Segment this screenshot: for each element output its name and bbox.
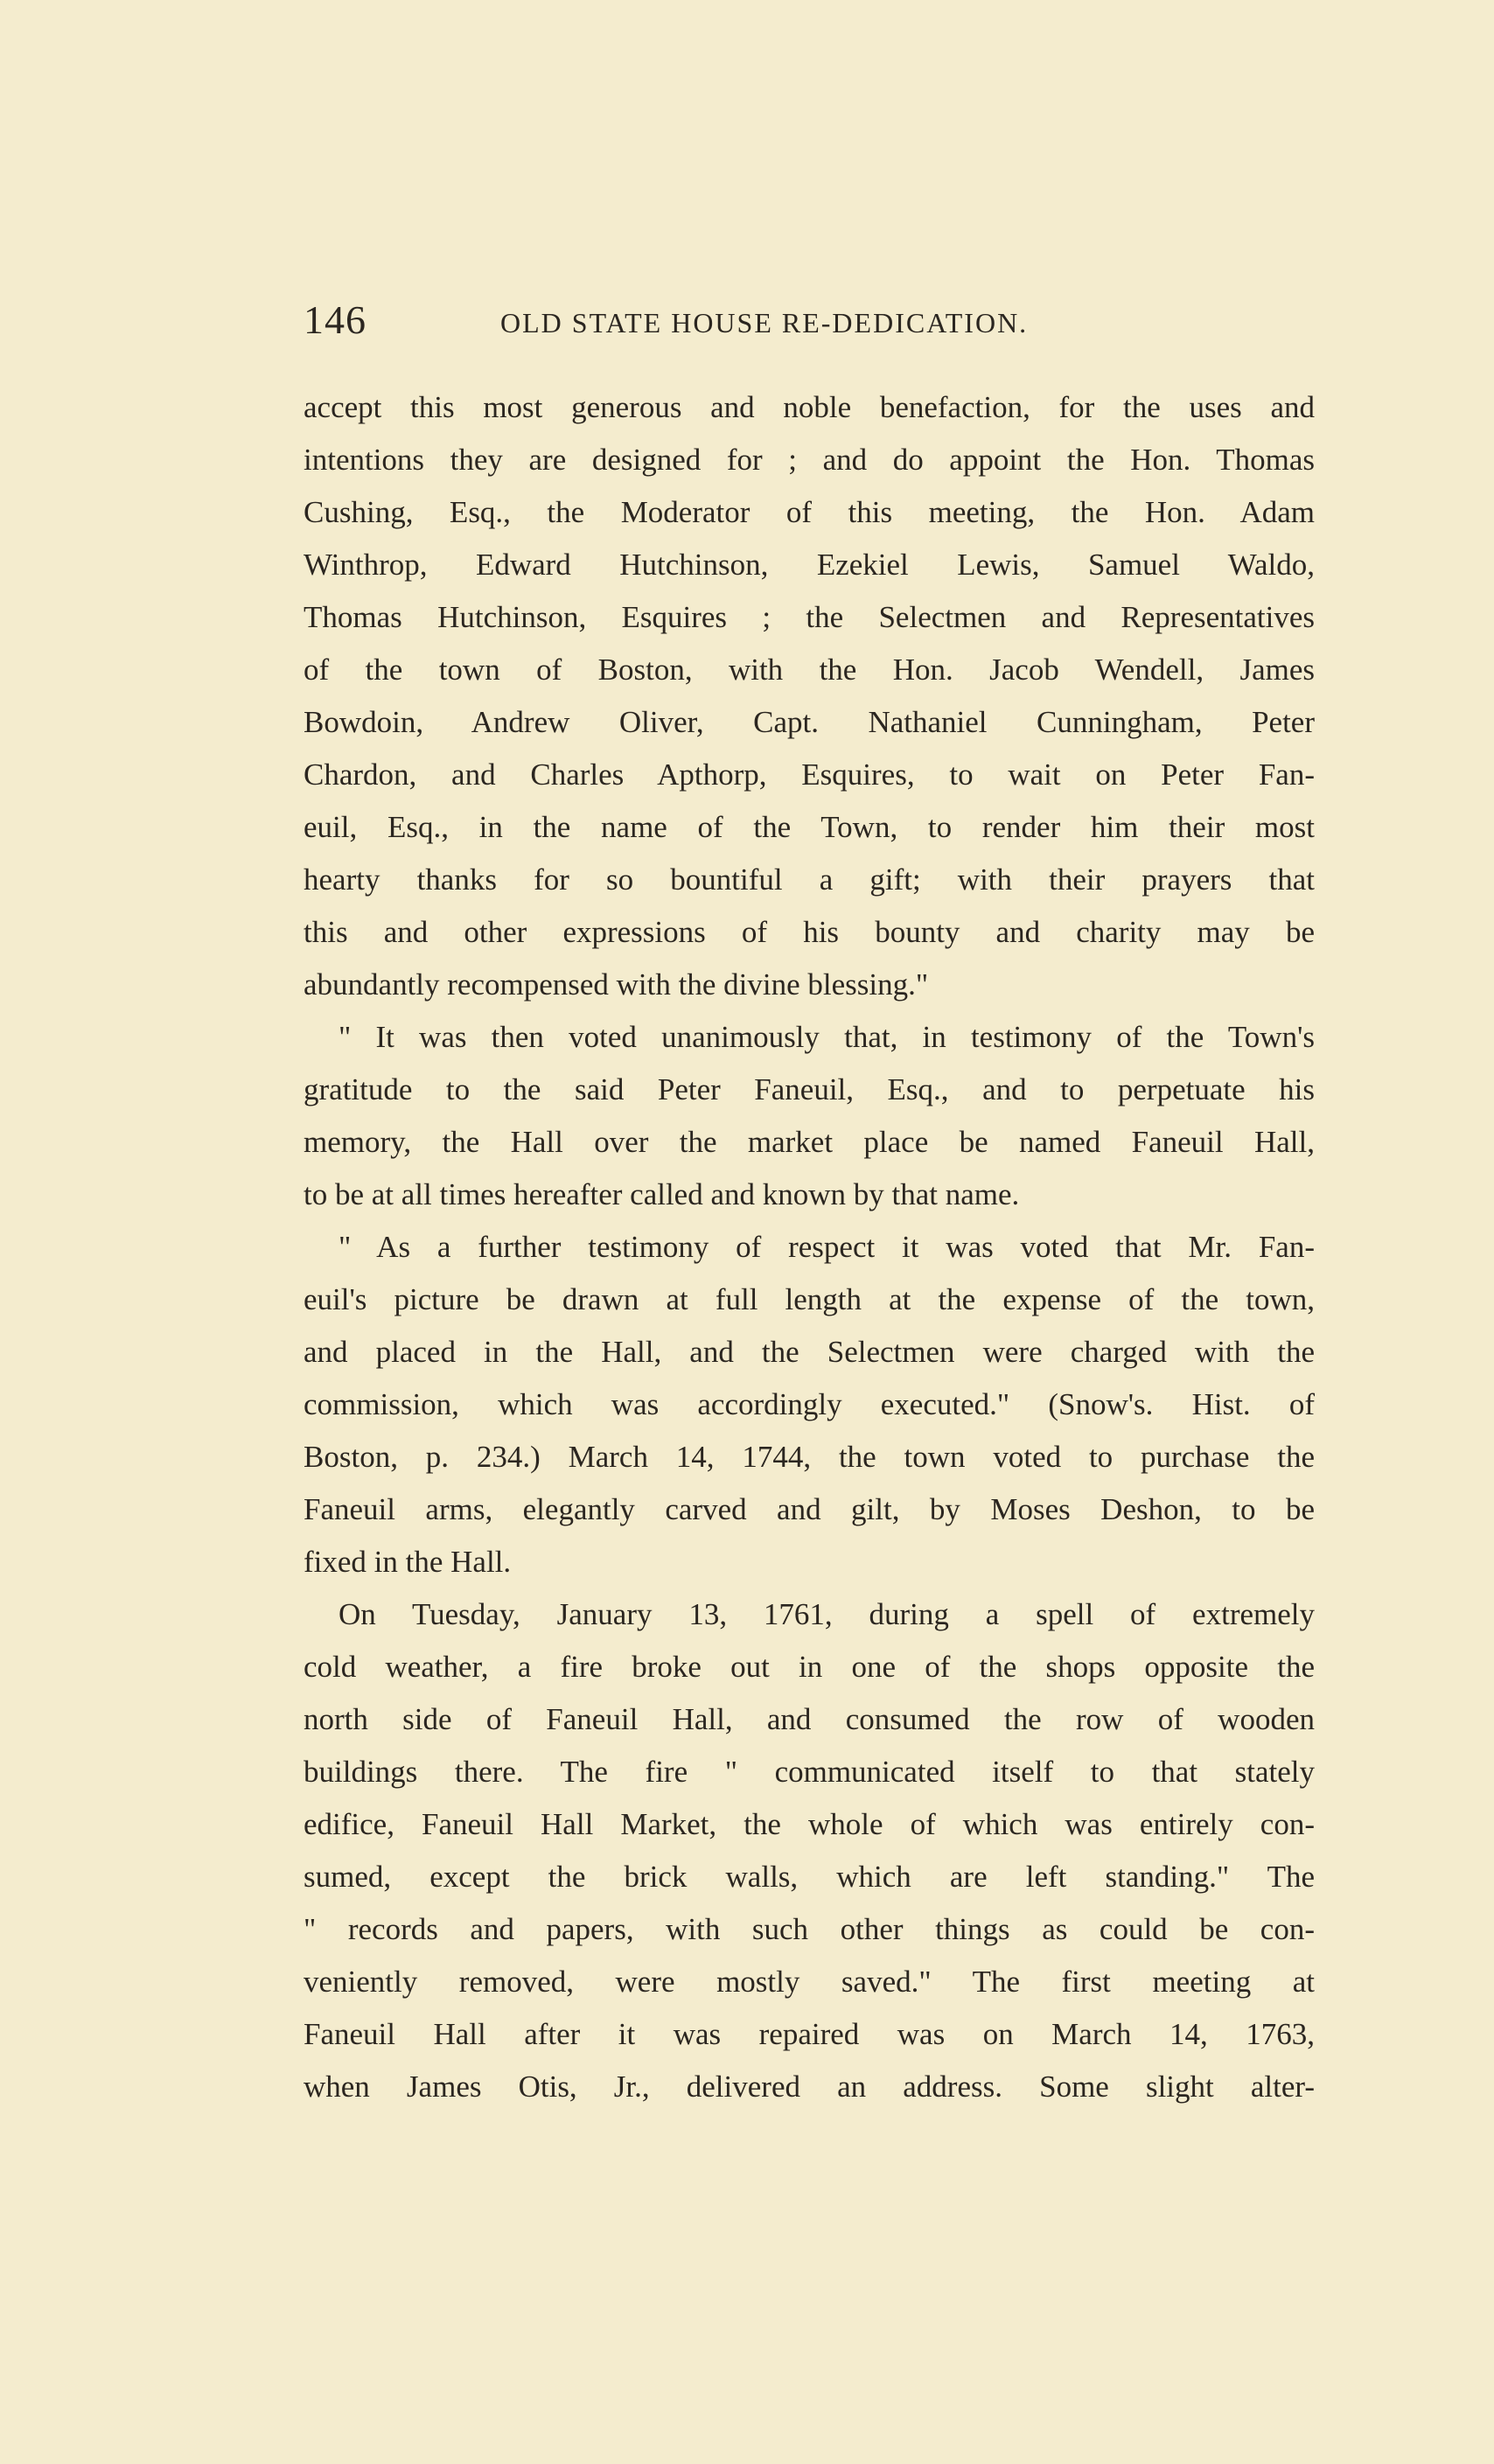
text-line: Chardon, and Charles Apthorp, Esquires, to wait on Peter Fan- (304, 757, 1315, 792)
text-line: sumed, except the brick walls, which are left standing." The (304, 1860, 1315, 1894)
text-line: " As a further testimony of respect it was voted that Mr. Fan- (339, 1230, 1315, 1264)
text-line: Bowdoin, Andrew Oliver, Capt. Nathaniel Cunningham, Peter (304, 705, 1315, 739)
text-line: edifice, Faneuil Hall Market, the whole of which was entirely con- (304, 1807, 1315, 1841)
text-line: gratitude to the said Peter Faneuil, Esq., and to perpetuate his (304, 1072, 1315, 1106)
text-line: " It was then voted unanimously that, in testimony of the Town's (339, 1020, 1315, 1054)
text-line: buildings there. The fire " communicated itself to that stately (304, 1755, 1315, 1789)
text-line: fixed in the Hall. (304, 1545, 512, 1579)
text-line: north side of Faneuil Hall, and consumed the row of wooden (304, 1702, 1315, 1736)
text-line: abundantly recompensed with the divine blessing." (304, 967, 929, 1002)
text-line: to be at all times hereafter called and known by that name. (304, 1177, 1020, 1211)
text-line: when James Otis, Jr., delivered an address. Some slight alter- (304, 2070, 1315, 2104)
running-title: OLD STATE HOUSE RE-DEDICATION. (500, 307, 1029, 339)
text-line: euil's picture be drawn at full length at the expense of the town, (304, 1282, 1315, 1316)
text-line: commission, which was accordingly executed." (Snow's. Hist. of (304, 1387, 1315, 1421)
text-line: Winthrop, Edward Hutchinson, Ezekiel Lewis, Samuel Waldo, (304, 548, 1315, 582)
text-line: memory, the Hall over the market place be named Faneuil Hall, (304, 1125, 1315, 1159)
text-line: hearty thanks for so bountiful a gift; with their prayers that (304, 862, 1315, 897)
text-line: intentions they are designed for ; and do appoint the Hon. Thomas (304, 443, 1315, 477)
text-line: this and other expressions of his bounty and charity may be (304, 915, 1315, 949)
text-line: accept this most generous and noble benefaction, for the uses and (304, 390, 1315, 424)
text-line: veniently removed, were mostly saved." The first meeting at (304, 1965, 1315, 1999)
text-line: cold weather, a fire broke out in one of the shops opposite the (304, 1650, 1315, 1684)
text-line: Cushing, Esq., the Moderator of this meeting, the Hon. Adam (304, 495, 1315, 529)
text-line: On Tuesday, January 13, 1761, during a spell of extremely (339, 1597, 1315, 1631)
page-number: 146 (304, 297, 367, 342)
page-header (304, 294, 1315, 346)
text-line: " records and papers, with such other things as could be con- (304, 1912, 1315, 1946)
text-line: Faneuil arms, elegantly carved and gilt, by Moses Deshon, to be (304, 1492, 1315, 1526)
text-line: euil, Esq., in the name of the Town, to render him their most (304, 810, 1315, 844)
text-line: and placed in the Hall, and the Selectmen were charged with the (304, 1335, 1315, 1369)
text-line: Thomas Hutchinson, Esquires ; the Selectmen and Representatives (304, 600, 1315, 634)
body-text (304, 381, 1315, 2113)
text-line: Boston, p. 234.) March 14, 1744, the town voted to purchase the (304, 1440, 1315, 1474)
text-line: Faneuil Hall after it was repaired was on March 14, 1763, (304, 2017, 1315, 2051)
text-line: of the town of Boston, with the Hon. Jacob Wendell, James (304, 653, 1315, 687)
